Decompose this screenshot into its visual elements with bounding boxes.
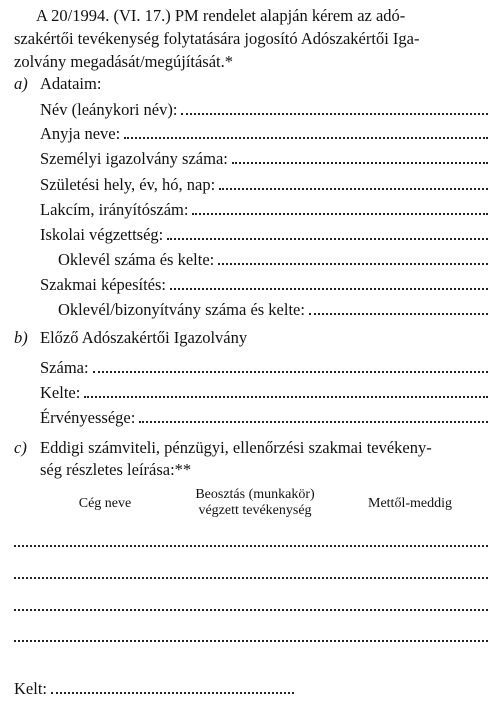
field-education-label: Iskolai végzettség: [40,225,164,244]
field-certificate-label: Oklevél/bizonyítvány száma és kelte: [58,300,305,319]
intro-line-2: szakértői tevékenység folytatására jogosító Adószakértői Iga- [14,29,420,48]
field-education[interactable] [40,222,488,246]
field-prev-number[interactable] [40,355,488,379]
field-birth-label: Születési hely, év, hó, nap: [40,175,216,194]
field-diploma[interactable] [58,247,488,271]
intro-paragraph [14,4,488,73]
field-name-input[interactable] [181,97,488,115]
table-row-line[interactable] [14,640,488,642]
table-row-line[interactable] [14,545,488,547]
field-address[interactable] [40,197,488,221]
column-company-line-1: Cég neve [78,496,132,511]
field-id-number-input[interactable] [232,146,488,164]
field-id-number[interactable] [40,146,488,170]
field-diploma-label: Oklevél száma és kelte: [58,250,215,269]
column-company [50,496,160,512]
section-c-heading [14,437,488,481]
table-row-line[interactable] [14,577,488,579]
field-certificate-input[interactable] [309,297,488,315]
field-certificate[interactable] [58,297,488,321]
field-prev-date[interactable] [40,380,488,404]
field-date-signed-label: Kelt: [14,679,47,698]
section-c-line-2: ség részletes leírása:** [40,460,192,479]
field-prev-number-input[interactable] [93,355,488,373]
field-birth[interactable] [40,172,488,196]
section-b-heading [14,328,247,348]
field-prev-date-label: Kelte: [40,383,81,402]
field-address-label: Lakcím, irányítószám: [40,200,189,219]
field-address-input[interactable] [192,197,488,215]
field-name[interactable] [40,97,488,121]
field-education-input[interactable] [167,222,488,240]
section-a-heading [14,74,101,94]
intro-line-1: A 20/1994. (VI. 17.) PM rendelet alapján kérem az adó- [36,6,406,25]
field-prev-validity-input[interactable] [139,405,488,423]
field-mother-name-label: Anyja neve: [40,124,121,143]
section-b-title: Előző Adószakértői Igazolvány [40,328,248,347]
field-qualification[interactable] [40,272,488,296]
field-birth-input[interactable] [219,172,488,190]
field-diploma-input[interactable] [218,247,488,265]
intro-line-3: zolvány megadását/megújítását.* [14,52,234,71]
field-prev-validity-label: Érvényessége: [40,408,136,427]
field-qualification-input[interactable] [170,272,488,290]
field-prev-number-label: Száma: [40,358,89,377]
field-name-label: Név (leánykori név): [40,100,178,119]
column-period-line-1: Mettől-meddig [368,496,452,511]
field-mother-name[interactable] [40,121,488,145]
field-qualification-label: Szakmai képesítés: [40,275,167,294]
field-mother-name-input[interactable] [124,121,488,139]
field-prev-date-input[interactable] [84,380,488,398]
column-position-line-1: Beosztás (munkakör) [195,487,315,502]
field-id-number-label: Személyi igazolvány száma: [40,149,228,168]
field-date-signed[interactable] [14,676,294,700]
section-b-marker: b) [14,328,28,347]
table-row-line[interactable] [14,609,488,611]
section-c-marker: c) [14,438,27,457]
column-position-line-2: végzett tevékenység [198,503,312,518]
field-date-signed-input[interactable] [51,676,294,694]
column-period [350,496,470,512]
field-prev-validity[interactable] [40,405,488,429]
section-a-marker: a) [14,74,28,93]
section-a-title: Adataim: [40,74,102,93]
column-position [160,487,350,519]
section-c-line-1: Eddigi számviteli, pénzügyi, ellenőrzési szakmai tevékeny- [40,438,432,457]
